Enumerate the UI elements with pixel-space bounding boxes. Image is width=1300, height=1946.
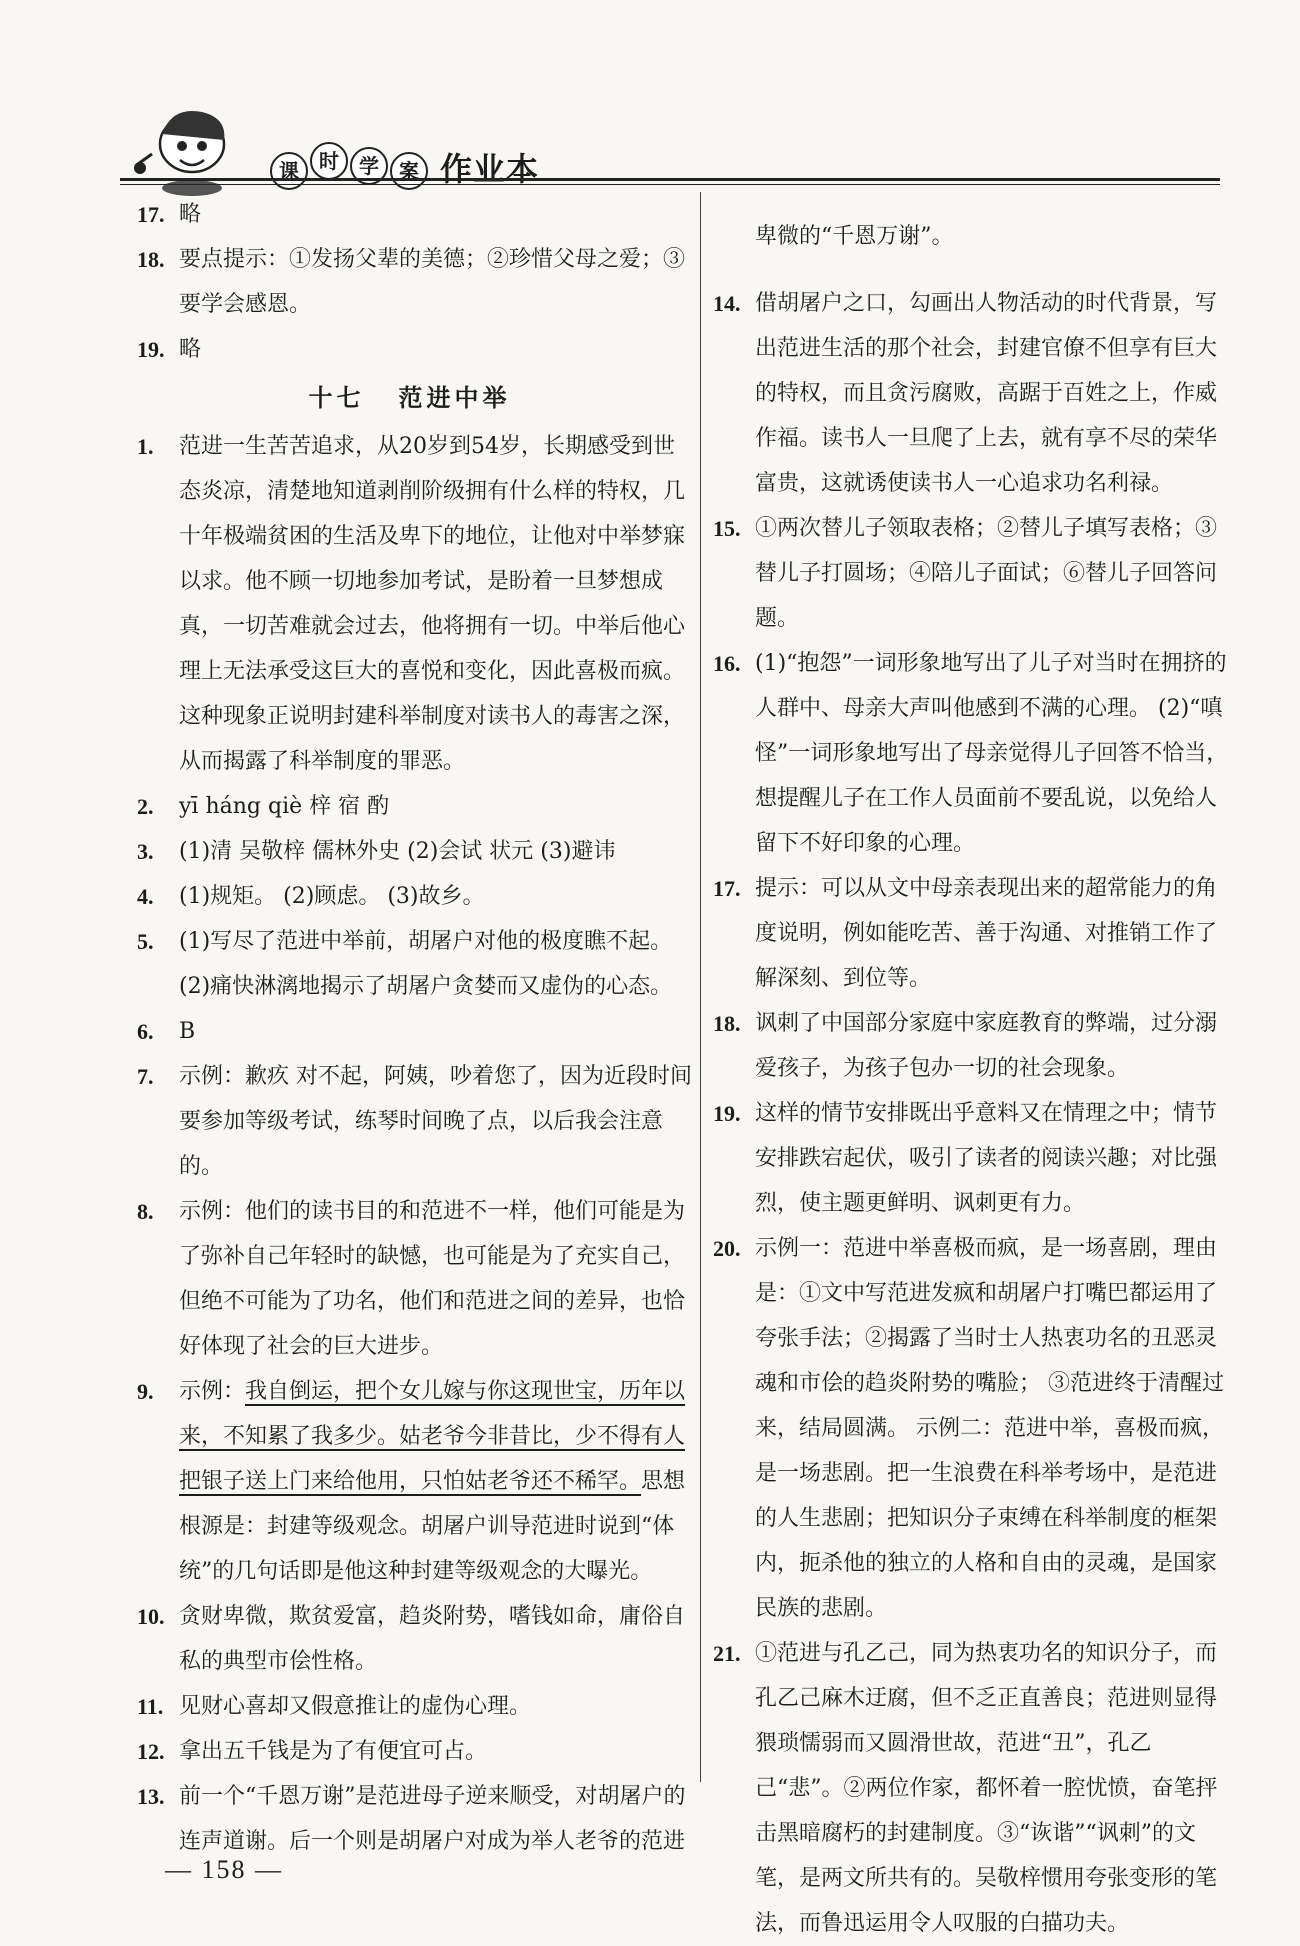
right-column bbox=[713, 192, 1235, 1946]
answer-item: 13. 前一个“千恩万谢”是范进母子逆来顺受，对胡屠户的连声道谢。后一个则是胡屠户对成为举人老爷的范进 bbox=[137, 1784, 686, 1854]
answer-item: 11. 见财心喜却又假意推让的虚伪心理。 bbox=[137, 1694, 532, 1719]
header-title bbox=[270, 140, 539, 190]
answer-item: 2. yī háng qiè 梓 宿 酌 bbox=[137, 794, 390, 819]
series-char: 案 bbox=[390, 152, 428, 190]
left-column bbox=[137, 192, 692, 1864]
answer-item: 10. 贪财卑微，欺贫爱富，趋炎附势，嗜钱如命，庸俗自私的典型市侩性格。 bbox=[137, 1604, 686, 1674]
mascot-logo-icon bbox=[132, 104, 272, 196]
answer-item: 1. 范进一生苦苦追求，从20岁到54岁，长期感受到世态炎凉，清楚地知道剥削阶级拥有什么样的特权，几十年极端贫困的生活及卑下的地位，让他对中举梦寐以求。他不顾一切地参加考试，是盼着一旦梦想成真，一切苦难就会过去，他将拥有一切。中举后他心理上无法承受这巨大的喜悦和变化，因此喜极而疯。这种现象正说明封建科举制度对读书人的毒害之深，从而揭露了科举制度的罪恶。 bbox=[137, 434, 686, 774]
answer-item: 21. ①范进与孔乙己，同为热衷功名的知识分子，而孔乙己麻木迂腐，但不乏正直善良；范进则显得猥琐懦弱而又圆滑世故，范进“丑”，孔乙己“悲”。②两位作家，都怀着一腔忧愤，奋笔抨击黑暗腐朽的封建制度。③“诙谐”“讽刺”的文笔，是两文所共有的。吴敬梓惯用夸张变形的笔法，而鲁迅运用令人叹服的白描功夫。 bbox=[713, 1641, 1218, 1936]
underlined-quote: 我自倒运，把个女儿嫁与你这现世宝，历年以来，不知累了我多少。姑老爷今非昔比，少不得有人把银子送上门来给他用，只怕姑老爷还不稀罕。 bbox=[179, 1379, 686, 1494]
column-divider bbox=[700, 192, 701, 1782]
page-header bbox=[120, 100, 1220, 195]
section-title: 十七 范进中举 bbox=[308, 384, 511, 412]
continued-text: 卑微的“千恩万谢”。 bbox=[755, 224, 954, 249]
answer-item: 8. 示例：他们的读书目的和范进不一样，他们可能是为了弥补自己年轻时的缺憾，也可能是为了充实自己，但绝不可能为了功名，他们和范进之间的差异，也恰好体现了社会的巨大进步。 bbox=[137, 1199, 686, 1359]
answer-item-9: 9. 示例：我自倒运，把个女儿嫁与你这现世宝，历年以来，不知累了我多少。姑老爷今非昔比，少不得有人把银子送上门来给他用，只怕姑老爷还不稀罕。思想根源是：封建等级观念。胡屠户训导范进时说到“体统”的几句话即是他这种封建等级观念的大曝光。 bbox=[137, 1379, 686, 1584]
answer-item: 19. 这样的情节安排既出乎意料又在情理之中；情节安排跌宕起伏，吸引了读者的阅读兴趣；对比强烈，使主题更鲜明、讽刺更有力。 bbox=[713, 1101, 1218, 1216]
answer-item: 4. (1)规矩。 (2)顾虑。 (3)故乡。 bbox=[137, 884, 485, 909]
answer-item: 6. B bbox=[137, 1019, 196, 1044]
answer-item: 18. 讽刺了中国部分家庭中家庭教育的弊端，过分溺爱孩子，为孩子包办一切的社会现象。 bbox=[713, 1011, 1218, 1081]
answer-item: 17. 提示：可以从文中母亲表现出来的超常能力的角度说明，例如能吃苦、善于沟通、对推销工作了解深刻、到位等。 bbox=[713, 876, 1218, 991]
answer-item: (2)痛快淋漓地揭示了胡屠户贪婪而又虚伪的心态。 bbox=[179, 974, 673, 999]
series-char: 时 bbox=[310, 142, 348, 180]
answer-item: 16. (1)“抱怨”一词形象地写出了儿子对当时在拥挤的人群中、母亲大声叫他感到不满的心理。 (2)“嗔怪”一词形象地写出了母亲觉得儿子回答不恰当，想提醒儿子在工作人员面前不要乱说，以免给人留下不好印象的心理。 bbox=[713, 651, 1229, 856]
answer-item: 15. ①两次替儿子领取表格；②替儿子填写表格；③替儿子打圆场；④陪儿子面试；⑥替儿子回答问题。 bbox=[713, 516, 1218, 631]
answer-item: 17. 略 bbox=[137, 202, 202, 227]
answer-item: 20. 示例一：范进中举喜极而疯，是一场喜剧，理由是：①文中写范进发疯和胡屠户打嘴巴都运用了夸张手法；②揭露了当时士人热衷功名的丑恶灵魂和市侩的趋炎附势的嘴脸； ③范进终于清醒过来，结局圆满。 示例二：范进中举，喜极而疯，是一场悲剧。把一生浪费在科举考场中，是范进的人生悲剧；把知识分子束缚在科举制度的框架内，扼杀他的独立的人格和自由的灵魂，是国家民族的悲剧。 bbox=[713, 1236, 1224, 1621]
answer-item: 19. 略 bbox=[137, 337, 202, 362]
answer-item: 3. (1)清 吴敬梓 儒林外史 (2)会试 状元 (3)避讳 bbox=[137, 839, 616, 864]
answer-item: 14. 借胡屠户之口，勾画出人物活动的时代背景，写出范进生活的那个社会，封建官僚不但享有巨大的特权，而且贪污腐败，高踞于百姓之上，作威作福。读书人一旦爬了上去，就有享不尽的荣华富贵，这就诱使读书人一心追求功名利禄。 bbox=[713, 291, 1218, 496]
header-rule-thin bbox=[120, 184, 1220, 185]
header-rule bbox=[120, 178, 1220, 181]
answer-item: 12. 拿出五千钱是为了有便宜可占。 bbox=[137, 1739, 488, 1764]
series-char: 学 bbox=[350, 147, 388, 185]
series-char: 课 bbox=[270, 152, 308, 190]
answer-item: 7. 示例：歉疚 对不起，阿姨，吵着您了，因为近段时间要参加等级考试，练琴时间晚了点，以后我会注意的。 bbox=[137, 1064, 692, 1179]
answer-item: 18. 要点提示：①发扬父辈的美德；②珍惜父母之爱；③要学会感恩。 bbox=[137, 247, 686, 317]
page-number: — 158 — bbox=[165, 1855, 283, 1884]
book-title: 作业本 bbox=[440, 150, 540, 188]
answer-item: 5. (1)写尽了范进中举前，胡屠户对他的极度瞧不起。 bbox=[137, 929, 673, 954]
